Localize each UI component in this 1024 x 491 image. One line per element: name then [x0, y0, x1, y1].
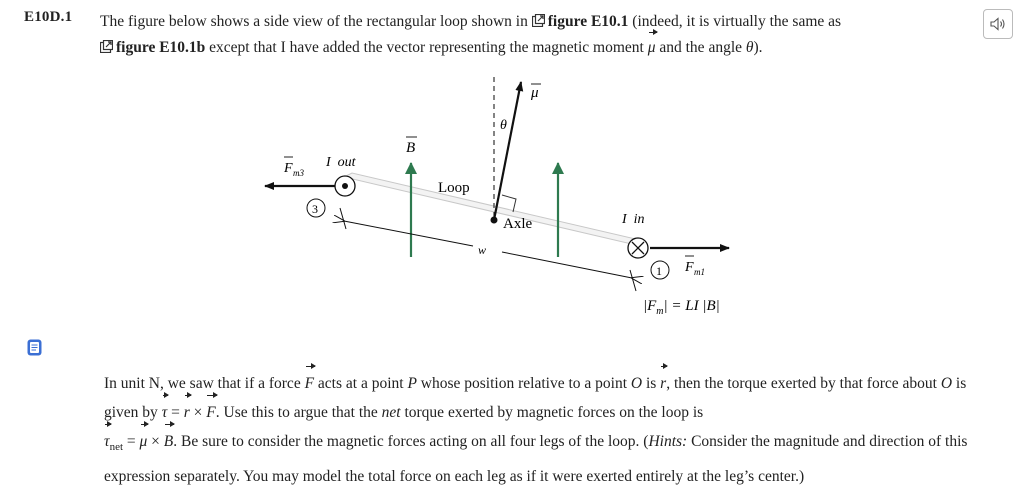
figure-link-e10-1[interactable] [532, 13, 629, 30]
point-o-symbol: O [630, 375, 643, 392]
cross-product-sign: × [151, 433, 160, 450]
field-vector-symbol: B [164, 427, 173, 456]
net-subscript: net [109, 441, 124, 454]
width-dimension-left [344, 221, 473, 246]
notes-icon[interactable] [27, 339, 42, 356]
position-vector-symbol: r [660, 369, 666, 398]
torque-vector-symbol: τ [162, 398, 168, 427]
force-vector-symbol: F [206, 398, 215, 427]
point-p-symbol: P [407, 375, 417, 392]
force-magnitude-formula [643, 298, 720, 317]
body-text: Consider the magnitude and direction of this expression separately. You may model the total force on each leg as if it were exerted entirely at the leg’s center.) [104, 433, 968, 486]
mu-label: μ [531, 85, 539, 101]
fm1-subscript: m1 [694, 267, 705, 277]
theta-symbol: θ [745, 39, 754, 56]
fm3-subscript: m3 [293, 168, 304, 178]
net-emphasis: net [381, 404, 401, 421]
intro-text-4: and the angle [659, 39, 743, 56]
equals-sign: = [171, 404, 180, 421]
body-text: acts at a point [317, 375, 404, 392]
external-link-icon [100, 40, 113, 53]
cross-product-sign: × [193, 404, 203, 421]
mu-vector-arrow [494, 82, 521, 220]
body-text: is [645, 375, 657, 392]
b-field-label: B [406, 140, 416, 156]
current-out-label: I out [326, 155, 356, 170]
loop-outline [344, 173, 644, 245]
problem-body [104, 369, 984, 491]
body-text: is given by [104, 375, 967, 421]
hints-label: Hints: [648, 433, 688, 450]
width-label: w [478, 243, 487, 257]
current-in-label: I in [622, 212, 645, 227]
axle-label: Axle [503, 216, 533, 232]
leg-3-label: 3 [312, 202, 318, 216]
torque-vector-symbol: τ [104, 427, 110, 456]
theta-label: θ [500, 118, 507, 133]
speaker-icon [990, 17, 1006, 31]
width-tick-right [630, 270, 636, 291]
figure-link-label: figure E10.1 [547, 13, 629, 30]
audio-button[interactable] [983, 9, 1013, 39]
intro-end: ). [753, 39, 763, 56]
position-vector-symbol: r [184, 398, 190, 427]
loop-side-view-figure [240, 72, 760, 327]
intro-text-3: except that I have added the vector representing the magnetic moment [209, 39, 644, 56]
formula-sub: m [656, 306, 664, 317]
body-text: In unit N, we saw that if a force [104, 375, 301, 392]
figure-link-e10-1b[interactable] [100, 39, 205, 56]
problem-intro [100, 9, 960, 61]
intro-text-2: (indeed, it is virtually the same as [632, 13, 842, 30]
equals-sign: = [126, 433, 136, 450]
axle-point [491, 217, 498, 224]
body-text: . Use this to argue that the [215, 404, 378, 421]
intro-text-1: The figure below shows a side view of the rectangular loop shown in [100, 13, 528, 30]
formula-part-2: | = LI |B| [663, 298, 720, 314]
figure-link-label: figure E10.1b [116, 39, 206, 56]
loop-label: Loop [438, 180, 470, 196]
moment-vector-symbol: μ [140, 427, 148, 456]
body-text: , then the torque exerted by that force about [666, 375, 937, 392]
width-dimension-right [502, 252, 632, 278]
formula-part-1: |F [643, 298, 657, 314]
problem-label: E10D.1 [24, 9, 73, 25]
current-out-dot [342, 183, 348, 189]
leg-1-label: 1 [656, 264, 662, 278]
body-text: . Be sure to consider the magnetic forces acting on all four legs of the loop. ( [173, 433, 649, 450]
point-o-symbol: O [940, 375, 953, 392]
width-tick-left [340, 208, 346, 229]
force-vector-symbol: F [305, 369, 314, 398]
fm3-label: F [284, 161, 293, 176]
body-text: whose position relative to a point [420, 375, 627, 392]
external-link-icon [532, 14, 545, 27]
body-text: torque exerted by magnetic forces on the loop is [404, 404, 704, 421]
mu-symbol: μ [648, 35, 656, 61]
fm1-label: F [685, 260, 694, 275]
